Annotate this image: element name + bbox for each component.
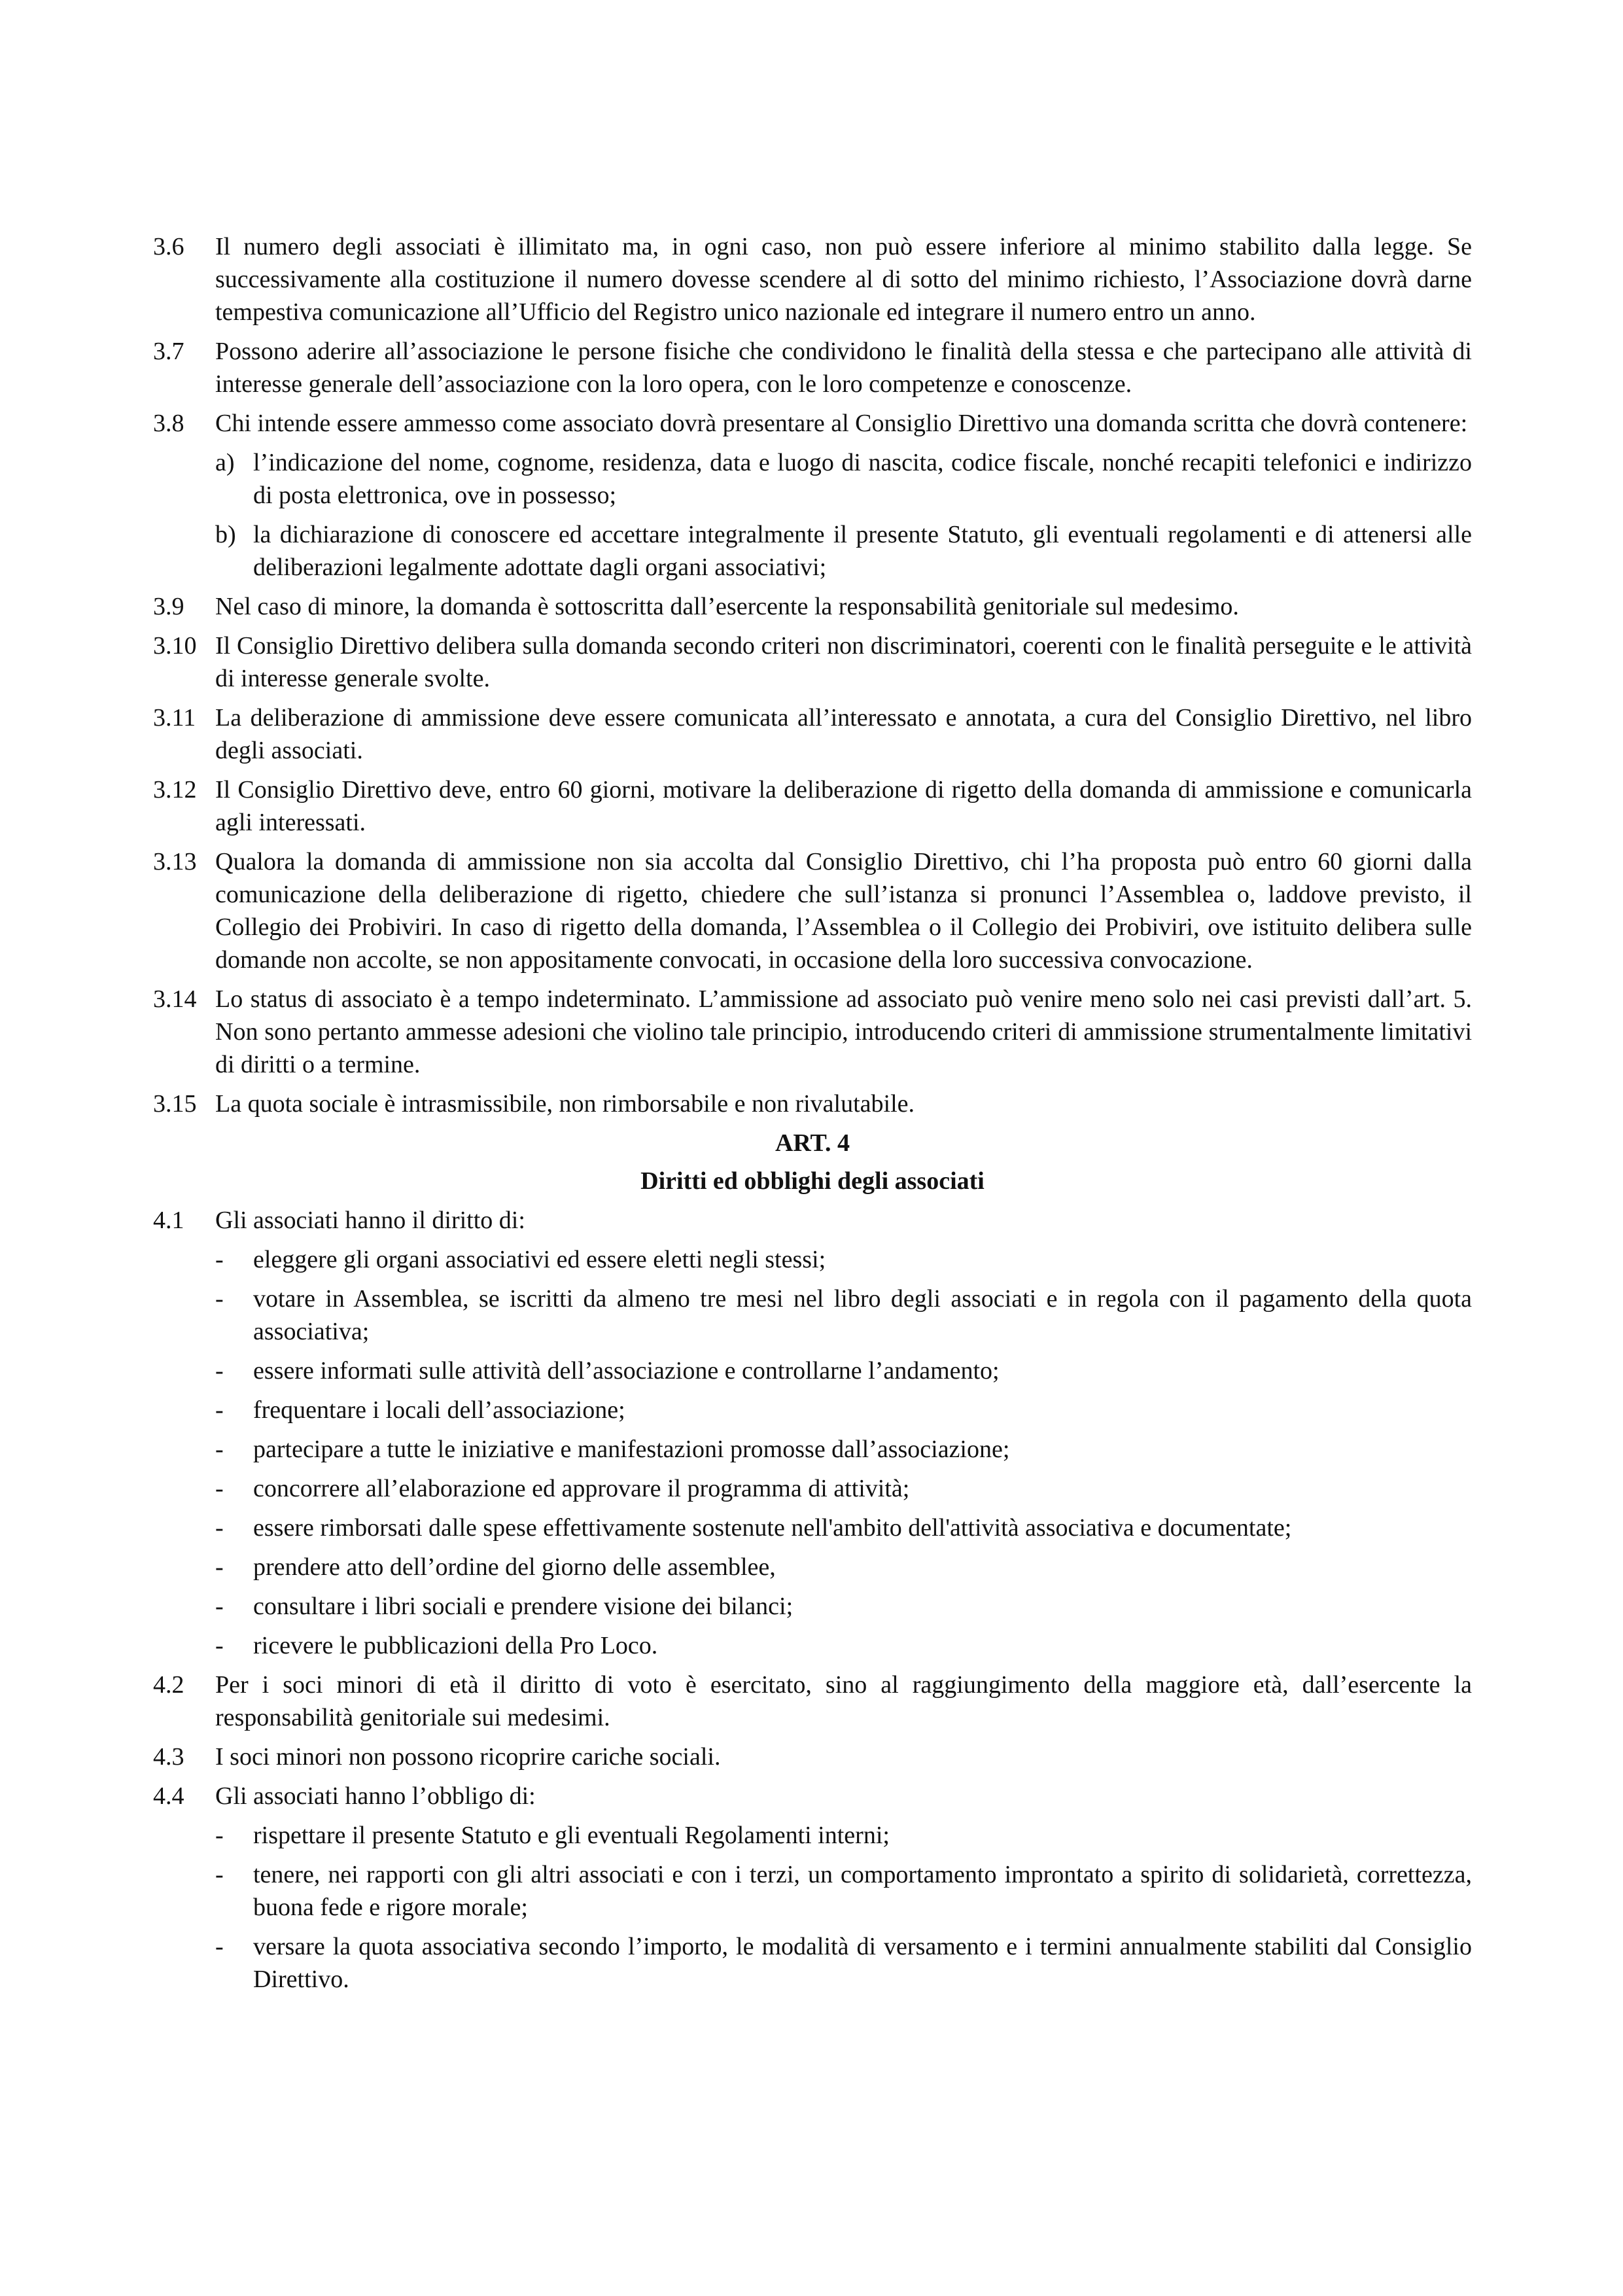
clause-number: 3.7	[153, 338, 184, 365]
clause-number: 3.14	[153, 985, 197, 1013]
dash-bullet: -	[215, 1475, 224, 1502]
article-heading	[153, 1127, 1472, 1197]
clause-number: 3.9	[153, 593, 184, 620]
clause-text: Gli associati hanno l’obbligo di:	[215, 1782, 536, 1810]
list-item	[215, 1433, 1472, 1466]
clause-3-13	[153, 845, 1472, 976]
clause-text: Possono aderire all’associazione le persone fisiche che condividono le finalità della stessa e che partecipano alle attività di interesse generale dell’associazione con la loro opera, con le loro competenze e conoscenze.	[215, 338, 1472, 398]
clause-3-9	[153, 590, 1472, 623]
clause-text: Lo status di associato è a tempo indeterminato. L’ammissione ad associato può venire meno solo nei casi previsti dall’art. 5. Non sono pertanto ammesse adesioni che violino tale principio, introducendo criteri di ammissione strumentalmente limitativi di diritti o a termine.	[215, 985, 1472, 1078]
list-item	[215, 1354, 1472, 1387]
dash-bullet: -	[215, 1436, 224, 1463]
sub-item-label: a)	[215, 449, 235, 476]
clause-3-14	[153, 983, 1472, 1081]
clause-3-12	[153, 773, 1472, 839]
list-item-text: eleggere gli organi associativi ed essere eletti negli stessi;	[253, 1246, 826, 1273]
list-item	[215, 1551, 1472, 1583]
clause-3-8	[153, 407, 1472, 584]
clause-text: Il Consiglio Direttivo deve, entro 60 giorni, motivare la deliberazione di rigetto della domanda di ammissione e comunicarla agli interessati.	[215, 776, 1472, 836]
clause-number: 3.8	[153, 410, 184, 437]
list-item	[215, 1472, 1472, 1505]
clause-number: 4.3	[153, 1743, 184, 1771]
clause-body	[215, 1780, 1472, 1996]
list-item-text: partecipare a tutte le iniziative e manifestazioni promosse dall’associazione;	[253, 1436, 1010, 1463]
sub-item-b	[215, 518, 1472, 584]
clause-text: Chi intende essere ammesso come associato dovrà presentare al Consiglio Direttivo una domanda scritta che dovrà contenere:	[215, 410, 1468, 437]
clause-body	[215, 407, 1472, 584]
list-item-text: versare la quota associativa secondo l’importo, le modalità di versamento e i termini annualmente stabiliti dal Consiglio Direttivo.	[253, 1933, 1472, 1993]
clause-3-6	[153, 230, 1472, 328]
list-item	[215, 1282, 1472, 1348]
sub-item-label: b)	[215, 521, 236, 548]
list-item	[215, 1629, 1472, 1662]
dash-bullet: -	[215, 1933, 224, 1960]
list-item	[215, 1511, 1472, 1544]
dash-bullet: -	[215, 1632, 224, 1659]
dash-bullet: -	[215, 1285, 224, 1313]
list-item-text: tenere, nei rapporti con gli altri associati e con i terzi, un comportamento improntato a spirito di solidarietà, correttezza, buona fede e rigore morale;	[253, 1861, 1472, 1921]
dash-bullet: -	[215, 1396, 224, 1424]
clause-number: 4.1	[153, 1207, 184, 1234]
clause-text: La deliberazione di ammissione deve essere comunicata all’interessato e annotata, a cura del Consiglio Direttivo, nel libro degli associati.	[215, 704, 1472, 764]
list-item	[215, 1858, 1472, 1924]
dash-bullet: -	[215, 1514, 224, 1542]
list-item	[215, 1394, 1472, 1426]
clause-number: 4.4	[153, 1782, 184, 1810]
clause-body	[215, 1204, 1472, 1662]
dash-bullet: -	[215, 1553, 224, 1581]
clause-4-3	[153, 1740, 1472, 1773]
sub-item-text: la dichiarazione di conoscere ed accettare integralmente il presente Statuto, gli eventuali regolamenti e di attenersi alle deliberazioni legalmente adottate dagli organi associativi;	[253, 521, 1472, 581]
clause-text: Gli associati hanno il diritto di:	[215, 1207, 525, 1234]
dash-bullet: -	[215, 1822, 224, 1849]
sub-item-a	[215, 446, 1472, 512]
list-item-text: consultare i libri sociali e prendere visione dei bilanci;	[253, 1593, 794, 1620]
list-item	[215, 1930, 1472, 1996]
clause-text: I soci minori non possono ricoprire cariche sociali.	[215, 1743, 721, 1771]
list-item	[215, 1243, 1472, 1276]
clause-number: 4.2	[153, 1671, 184, 1699]
clause-number: 3.10	[153, 632, 197, 660]
dash-bullet: -	[215, 1593, 224, 1620]
clause-number: 3.12	[153, 776, 197, 804]
clause-text: La quota sociale è intrasmissibile, non rimborsabile e non rivalutabile.	[215, 1090, 915, 1118]
clause-text: Il numero degli associati è illimitato ma, in ogni caso, non può essere inferiore al minimo stabilito dalla legge. Se successivamente alla costituzione il numero dovesse scendere al di sotto del minimo richiesto, l’Associazione dovrà darne tempestiva comunicazione all’Ufficio del Registro unico nazionale ed integrare il numero entro un anno.	[215, 233, 1472, 326]
sub-item-text: l’indicazione del nome, cognome, residenza, data e luogo di nascita, codice fiscale, nonché recapiti telefonici e indirizzo di posta elettronica, ove in possesso;	[253, 449, 1472, 509]
list-item-text: frequentare i locali dell’associazione;	[253, 1396, 625, 1424]
clause-3-7	[153, 335, 1472, 400]
list-item-text: rispettare il presente Statuto e gli eventuali Regolamenti interni;	[253, 1822, 890, 1849]
article-number: ART. 4	[775, 1129, 850, 1157]
article-title: Diritti ed obblighi degli associati	[640, 1167, 985, 1195]
clause-number: 3.15	[153, 1090, 197, 1118]
clause-3-10	[153, 629, 1472, 695]
list-item	[215, 1590, 1472, 1623]
dash-bullet: -	[215, 1861, 224, 1888]
list-item-text: votare in Assemblea, se iscritti da almeno tre mesi nel libro degli associati e in regola con il pagamento della quota associativa;	[253, 1285, 1472, 1345]
list-item-text: concorrere all’elaborazione ed approvare il programma di attività;	[253, 1475, 910, 1502]
clause-4-2	[153, 1669, 1472, 1734]
list-item	[215, 1819, 1472, 1852]
clause-text: Per i soci minori di età il diritto di voto è esercitato, sino al raggiungimento della maggiore età, dall’esercente la responsabilità genitoriale sui medesimi.	[215, 1671, 1472, 1731]
clause-text: Il Consiglio Direttivo delibera sulla domanda secondo criteri non discriminatori, coerenti con le finalità perseguite e le attività di interesse generale svolte.	[215, 632, 1472, 692]
list-item-text: essere informati sulle attività dell’associazione e controllarne l’andamento;	[253, 1357, 1000, 1385]
clause-number: 3.6	[153, 233, 184, 260]
clause-3-15	[153, 1087, 1472, 1120]
clause-4-4	[153, 1780, 1472, 1996]
list-item-text: prendere atto dell’ordine del giorno delle assemblee,	[253, 1553, 776, 1581]
dash-bullet: -	[215, 1246, 224, 1273]
list-item-text: ricevere le pubblicazioni della Pro Loco.	[253, 1632, 658, 1659]
dash-bullet: -	[215, 1357, 224, 1385]
clause-text: Qualora la domanda di ammissione non sia accolta dal Consiglio Direttivo, chi l’ha proposta può entro 60 giorni dalla comunicazione della deliberazione di rigetto, chiedere che sull’istanza si pronunci l’Assemblea o, laddove previsto, il Collegio dei Probiviri. In caso di rigetto della domanda, l’Assemblea o il Collegio dei Probiviri, ove istituito delibera sulle domande non accolte, se non appositamente convocati, in occasione della loro successiva convocazione.	[215, 848, 1472, 974]
list-item-text: essere rimborsati dalle spese effettivamente sostenute nell'ambito dell'attività associativa e documentate;	[253, 1514, 1292, 1542]
clause-number: 3.13	[153, 848, 197, 875]
clause-text: Nel caso di minore, la domanda è sottoscritta dall’esercente la responsabilità genitoriale sul medesimo.	[215, 593, 1239, 620]
clause-3-11	[153, 701, 1472, 767]
clause-4-1	[153, 1204, 1472, 1662]
clause-number: 3.11	[153, 704, 196, 732]
